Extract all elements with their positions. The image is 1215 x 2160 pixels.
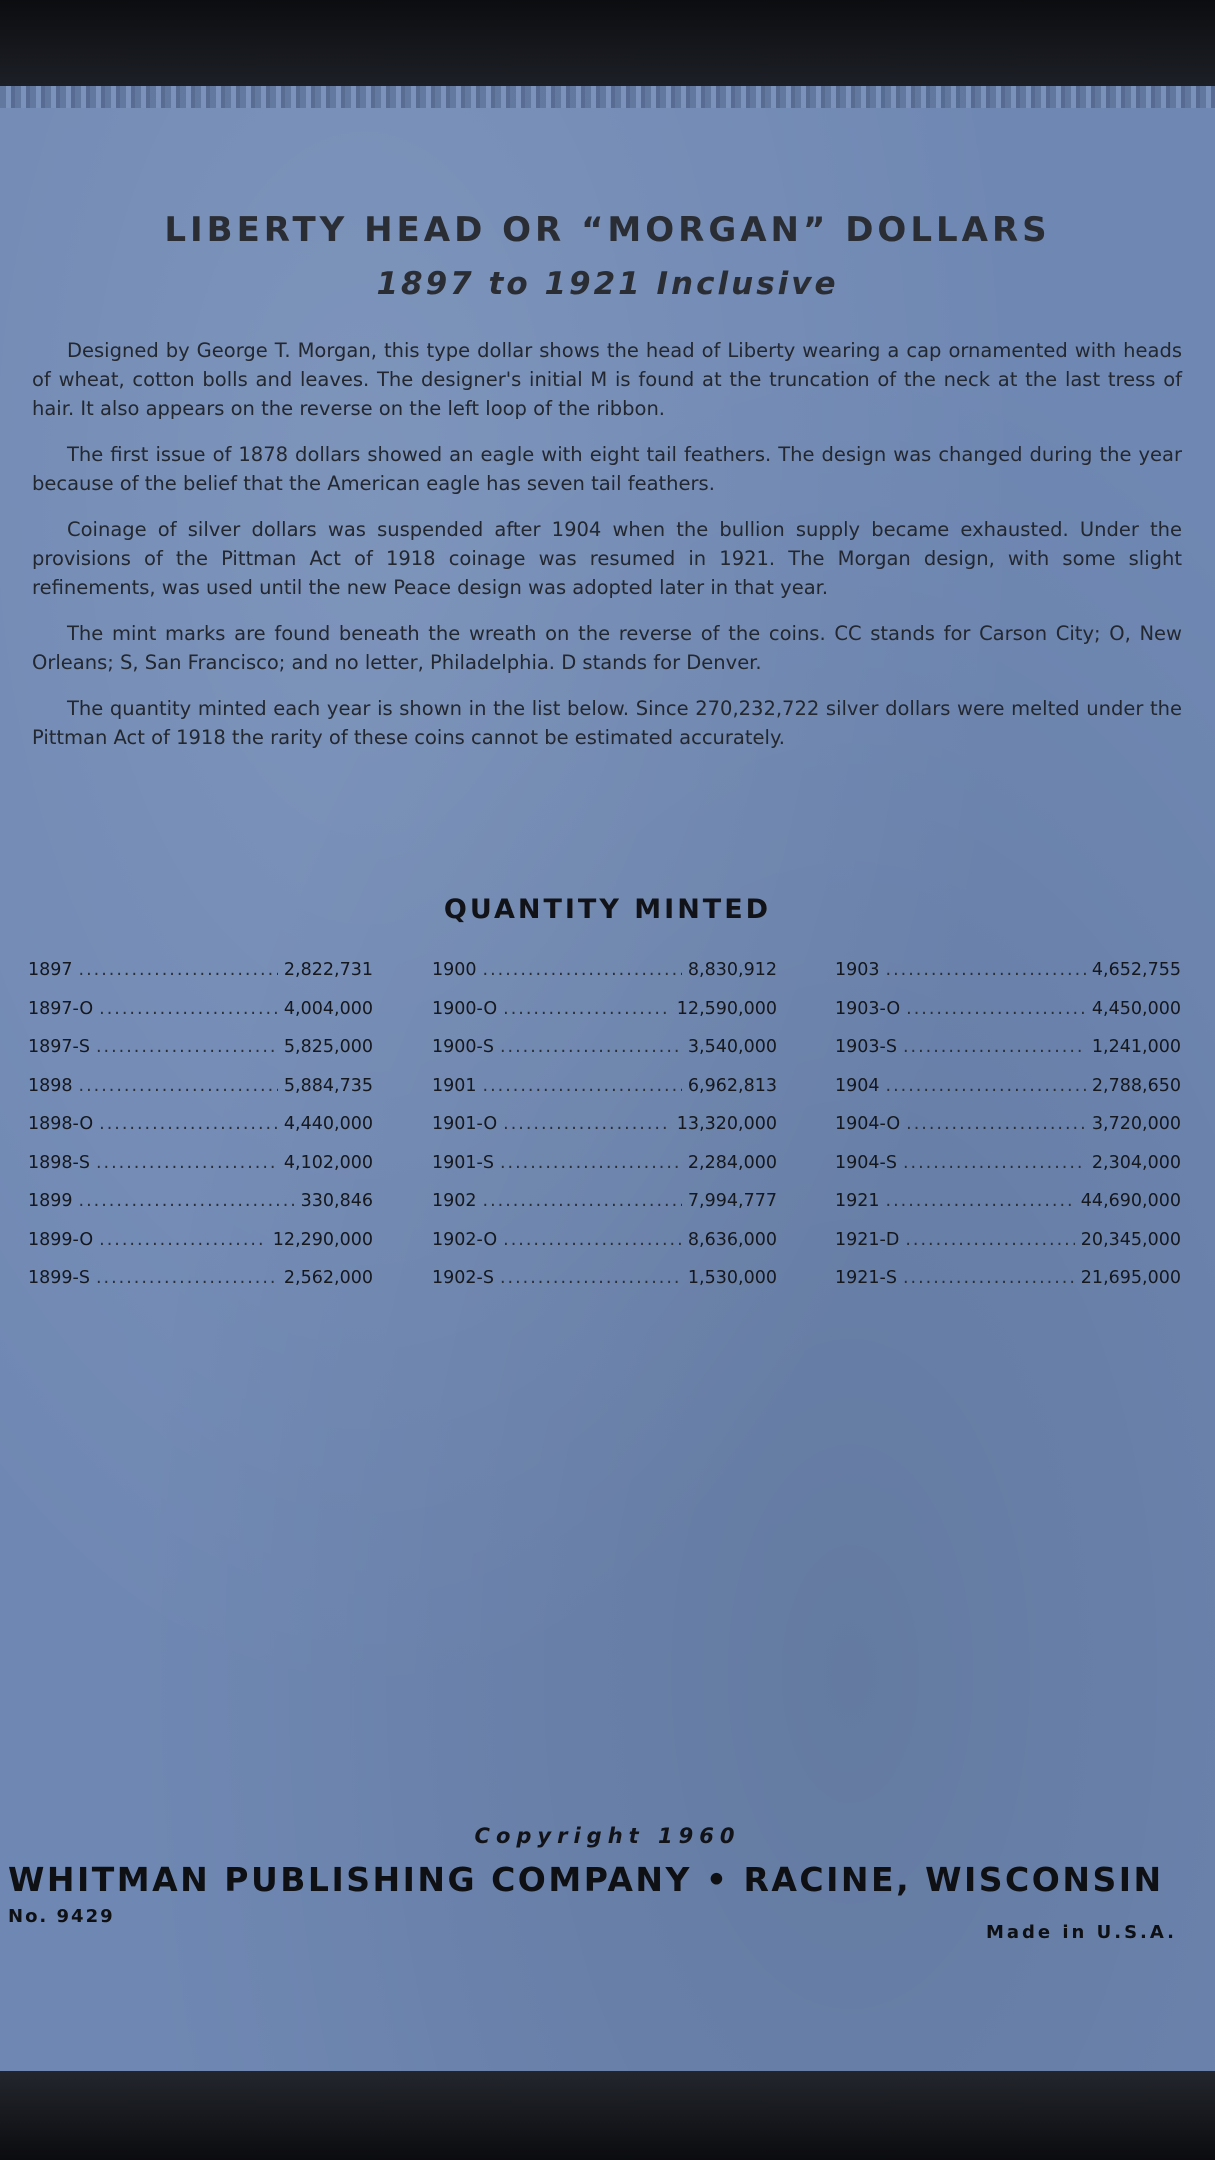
mint-row — [28, 1114, 373, 1153]
mint-quantity: 20,345,000 — [1080, 1229, 1181, 1250]
mint-quantity: 2,304,000 — [1091, 1152, 1181, 1173]
mint-quantity: 2,284,000 — [687, 1152, 777, 1173]
mint-year: 1902-O — [432, 1229, 498, 1250]
mint-year: 1899 — [28, 1191, 73, 1211]
mint-quantity: 2,822,731 — [283, 960, 373, 980]
dot-leader — [99, 1230, 267, 1250]
dot-leader — [886, 960, 1086, 980]
mint-column-3 — [835, 960, 1181, 1307]
mint-row — [835, 960, 1181, 999]
dot-leader — [79, 1191, 295, 1211]
mint-year: 1900-O — [432, 998, 498, 1019]
mint-year: 1903-O — [835, 998, 901, 1019]
publisher-line: WHITMAN PUBLISHING COMPANY • RACINE, WISCONSIN — [8, 1860, 1164, 1899]
mint-row — [28, 1076, 373, 1115]
dot-leader — [886, 1191, 1075, 1211]
mint-year: 1897-O — [28, 998, 94, 1019]
paragraph-mint-marks: The mint marks are found beneath the wreath on the reverse of the coins. CC stands for Carson City; O, New Orleans; S, San Francisco; and no letter, Philadelphia. D stands for Denver. — [32, 622, 1182, 674]
catalog-number: No. 9429 — [8, 1906, 115, 1927]
mint-row — [432, 1191, 777, 1230]
mint-quantity: 21,695,000 — [1080, 1268, 1181, 1288]
mint-quantity: 4,004,000 — [283, 998, 373, 1019]
mint-year: 1921-S — [835, 1268, 897, 1288]
dot-leader — [96, 1268, 278, 1288]
dot-leader — [905, 1230, 1074, 1250]
mint-year: 1901 — [432, 1075, 477, 1096]
mint-quantity: 8,830,912 — [687, 960, 777, 980]
dot-leader — [96, 1037, 278, 1057]
mint-quantity: 7,994,777 — [687, 1191, 777, 1211]
mint-row — [835, 1268, 1181, 1307]
mint-row — [835, 1153, 1181, 1192]
mint-year: 1901-S — [432, 1152, 494, 1173]
dot-leader — [903, 1268, 1075, 1288]
body-text — [32, 336, 1182, 769]
mint-year: 1900-S — [432, 1037, 494, 1057]
page-subtitle: 1897 to 1921 Inclusive — [376, 266, 839, 302]
mint-quantity: 330,846 — [300, 1191, 373, 1211]
mint-quantity: 4,102,000 — [283, 1152, 373, 1173]
dot-leader — [483, 1076, 682, 1096]
dot-leader — [483, 960, 682, 980]
page-title: LIBERTY HEAD OR “MORGAN” DOLLARS — [164, 210, 1051, 250]
mint-row — [835, 999, 1181, 1038]
mint-year: 1904-O — [835, 1114, 901, 1134]
quantity-minted-heading: QUANTITY MINTED — [443, 894, 772, 925]
mint-row — [28, 1153, 373, 1192]
mint-quantity: 1,530,000 — [687, 1268, 777, 1288]
mint-quantity: 5,825,000 — [283, 1037, 373, 1057]
mint-year: 1897 — [28, 960, 73, 980]
mint-year: 1903 — [835, 960, 880, 980]
mint-row — [432, 960, 777, 999]
dot-leader — [483, 1191, 682, 1211]
dot-leader — [99, 999, 278, 1019]
mint-row — [28, 960, 373, 999]
paragraph-first-issue: The first issue of 1878 dollars showed an eagle with eight tail feathers. The design was changed during the year because of the belief that the American eagle has seven tail feathers. — [32, 443, 1182, 495]
dot-leader — [500, 1037, 682, 1057]
mint-quantity: 5,884,735 — [283, 1075, 373, 1096]
mint-year: 1897-S — [28, 1037, 90, 1057]
dot-leader — [99, 1114, 278, 1134]
bottom-shadow — [0, 2071, 1215, 2160]
mint-row — [432, 1153, 777, 1192]
paragraph-quantity: The quantity minted each year is shown in the list below. Since 270,232,722 silver dollars were melted under the Pittman Act of 1918 the rarity of these coins cannot be estimated accurately. — [32, 697, 1182, 749]
mint-quantity: 3,720,000 — [1091, 1114, 1181, 1134]
dot-leader — [500, 1268, 682, 1288]
paragraph-coinage: Coinage of silver dollars was suspended after 1904 when the bullion supply became exhausted. Under the provisions of the Pittman Act of 1918 coinage was resumed in 1921. The Morgan design, with some slight refinements, was used until the new Peace design was adopted later in that year. — [32, 518, 1182, 599]
mint-row — [835, 1191, 1181, 1230]
dot-leader — [906, 1114, 1086, 1134]
mint-year: 1921 — [835, 1191, 880, 1211]
dot-leader — [886, 1076, 1086, 1096]
mint-row — [28, 1230, 373, 1269]
mint-year: 1900 — [432, 960, 477, 980]
mint-row — [28, 999, 373, 1038]
mint-quantity: 4,440,000 — [283, 1114, 373, 1134]
dot-leader — [503, 1230, 682, 1250]
dot-leader — [906, 999, 1086, 1019]
mint-year: 1921-D — [835, 1229, 900, 1250]
mint-quantity: 12,590,000 — [676, 998, 777, 1019]
mint-quantity: 13,320,000 — [676, 1114, 777, 1134]
mint-row — [432, 1230, 777, 1269]
mint-year: 1898 — [28, 1075, 73, 1096]
mint-quantity: 12,290,000 — [272, 1229, 373, 1250]
dot-leader — [79, 1076, 278, 1096]
page-top-edge — [0, 86, 1215, 108]
mint-row — [835, 1230, 1181, 1269]
dot-leader — [503, 1114, 671, 1134]
mint-year: 1898-S — [28, 1152, 90, 1173]
mint-year: 1902 — [432, 1191, 477, 1211]
mint-year: 1898-O — [28, 1114, 94, 1134]
mint-row — [432, 1037, 777, 1076]
dot-leader — [96, 1153, 278, 1173]
mint-row — [432, 1076, 777, 1115]
made-in-label: Made in U.S.A. — [985, 1922, 1177, 1943]
mint-quantity: 2,562,000 — [283, 1268, 373, 1288]
mint-row — [28, 1191, 373, 1230]
mint-column-1 — [28, 960, 373, 1307]
mint-quantity: 8,636,000 — [687, 1229, 777, 1250]
mint-row — [432, 1114, 777, 1153]
dot-leader — [503, 999, 671, 1019]
mint-row — [28, 1268, 373, 1307]
mint-row — [835, 1037, 1181, 1076]
copyright-line: Copyright 1960 — [474, 1824, 741, 1848]
mint-year: 1903-S — [835, 1037, 897, 1057]
mint-year: 1902-S — [432, 1268, 494, 1288]
mint-year: 1904 — [835, 1075, 880, 1096]
top-shadow — [0, 0, 1215, 90]
mint-row — [28, 1037, 373, 1076]
mint-quantity: 4,652,755 — [1091, 960, 1181, 980]
mint-row — [432, 999, 777, 1038]
mint-row — [835, 1076, 1181, 1115]
dot-leader — [500, 1153, 682, 1173]
mint-row — [835, 1114, 1181, 1153]
mint-year: 1899-S — [28, 1268, 90, 1288]
dot-leader — [903, 1153, 1086, 1173]
dot-leader — [79, 960, 278, 980]
mint-year: 1901-O — [432, 1114, 498, 1134]
dot-leader — [903, 1037, 1086, 1057]
mint-quantity: 6,962,813 — [687, 1075, 777, 1096]
mint-row — [432, 1268, 777, 1307]
mint-quantity: 4,450,000 — [1091, 998, 1181, 1019]
paragraph-designer: Designed by George T. Morgan, this type dollar shows the head of Liberty wearing a cap ornamented with heads of wheat, cotton bolls and leaves. The designer's initial M is found at the truncation of the neck at the last tress of hair. It also appears on the reverse on the left loop of the ribbon. — [32, 339, 1182, 420]
mint-column-2 — [432, 960, 777, 1307]
mint-year: 1899-O — [28, 1229, 94, 1250]
mint-year: 1904-S — [835, 1152, 897, 1173]
mint-quantity: 2,788,650 — [1091, 1075, 1181, 1096]
mint-quantity: 1,241,000 — [1091, 1037, 1181, 1057]
mint-quantity: 44,690,000 — [1080, 1191, 1181, 1211]
mint-quantity: 3,540,000 — [687, 1037, 777, 1057]
